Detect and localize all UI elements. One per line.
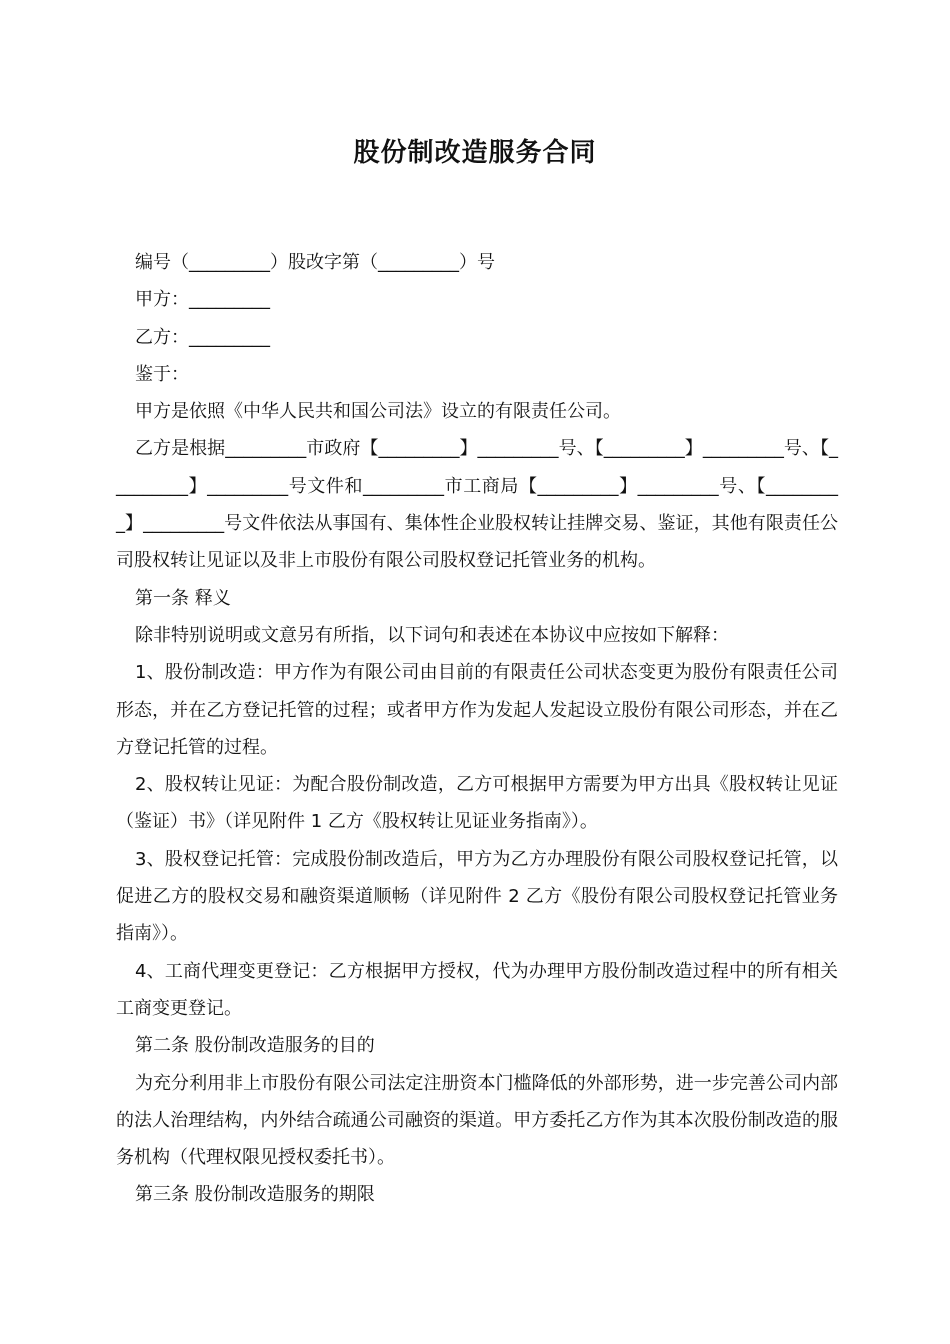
definition-2: 2、股权转让见证：为配合股份制改造，乙方可根据甲方需要为甲方出具《股权转让见证（鉴证）书》（详见附件 1 乙方《股权转让见证业务指南》）。 — [116, 774, 838, 833]
party-a-line: 甲方：_________ — [135, 289, 270, 311]
article-2-heading: 第二条 股份制改造服务的目的 — [135, 1035, 375, 1057]
article-1-heading: 第一条 释义 — [135, 587, 231, 609]
article-1-intro: 除非特别说明或文意另有所指，以下词句和表述在本协议中应按如下解释： — [135, 624, 729, 646]
whereas-party-b: 乙方是根据_________市政府【_________】_________号、【_________】_________号、【_________】_________号文件和_________市工商局【_________】_________号、【_________】_________号文件依法从事国有、集体性企业股权转让挂牌交易、鉴证，其他有限责任公司股权转让见证以及非上市股份有限公司股权登记托管业务的机构。 — [116, 438, 838, 572]
contract-number-line: 编号（_________）股改字第（_________）号 — [135, 252, 495, 273]
definition-1: 1、股份制改造：甲方作为有限公司由目前的有限责任公司状态变更为股份有限责任公司形态，并在乙方登记托管的过程；或者甲方作为发起人发起设立股份有限公司形态，并在乙方登记托管的过程。 — [116, 662, 838, 758]
definition-4: 4、工商代理变更登记：乙方根据甲方授权，代为办理甲方股份制改造过程中的所有相关工商变更登记。 — [116, 960, 838, 1019]
document-body — [116, 244, 838, 1214]
document-title: 股份制改造服务合同 — [353, 138, 597, 168]
definition-3: 3、股权登记托管：完成股份制改造后，甲方为乙方办理股份有限公司股权登记托管，以促进乙方的股权交易和融资渠道顺畅（详见附件 2 乙方《股份有限公司股权登记托管业务指南》）。 — [116, 848, 838, 945]
article-2-body: 为充分利用非上市股份有限公司法定注册资本门槛降低的外部形势，进一步完善公司内部的法人治理结构，内外结合疏通公司融资的渠道。甲方委托乙方作为其本次股份制改造的服务机构（代理权限见授权委托书）。 — [116, 1072, 838, 1169]
whereas-heading: 鉴于： — [135, 363, 189, 385]
party-b-line: 乙方：_________ — [135, 326, 270, 348]
whereas-party-a: 甲方是依照《中华人民共和国公司法》设立的有限责任公司。 — [135, 401, 621, 423]
article-3-heading: 第三条 股份制改造服务的期限 — [135, 1184, 375, 1206]
